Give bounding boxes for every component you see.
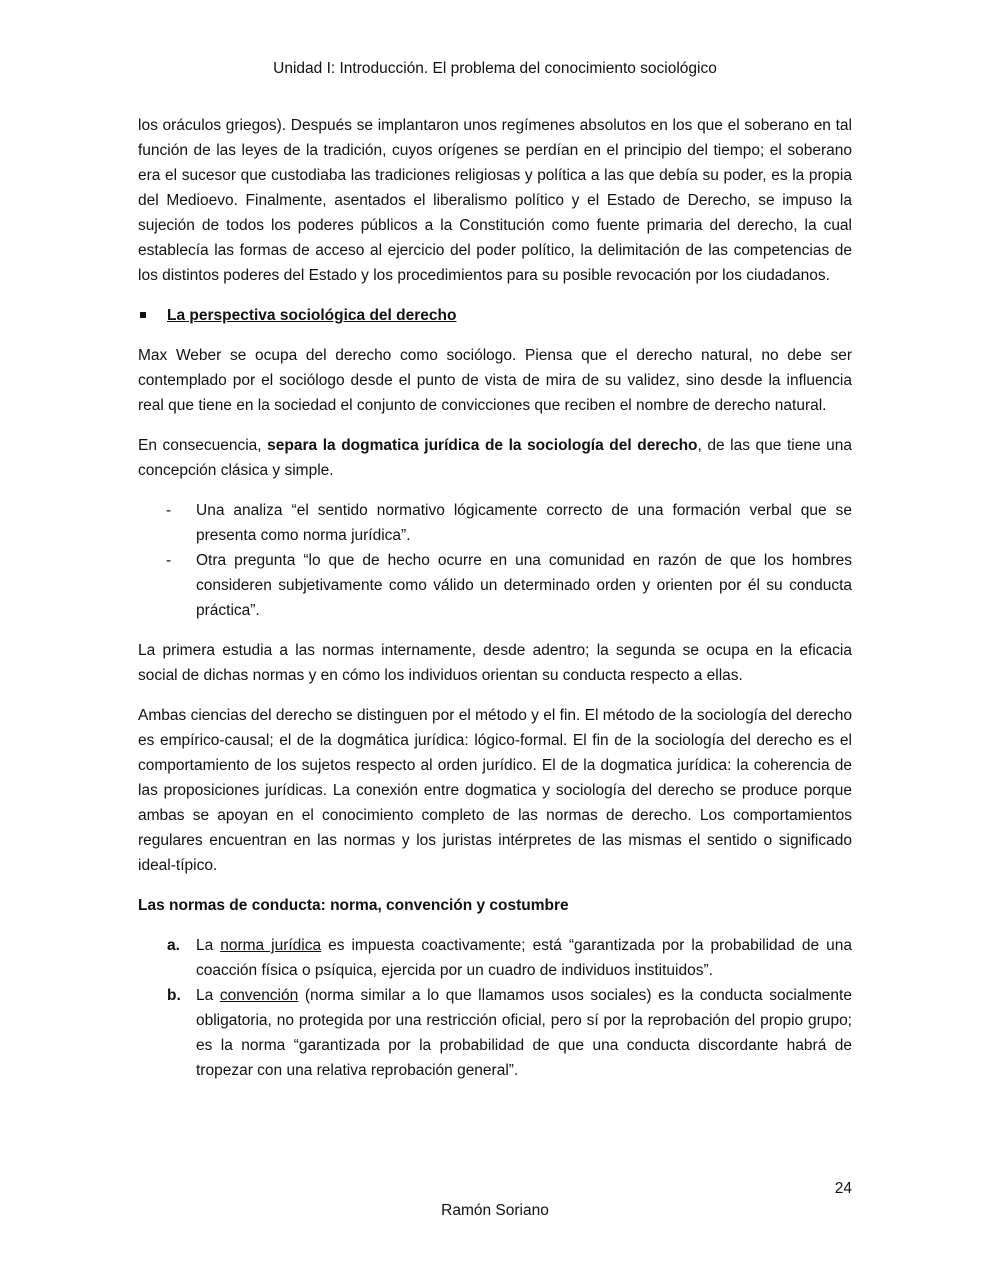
section-heading-perspectiva: [138, 303, 852, 328]
paragraph-5: Ambas ciencias del derecho se distinguen por el método y el fin. El método de la sociología del derecho es empírico-causal; el de la dogmática jurídica: lógico-formal. El fin de la sociología del derecho es el comportamiento de los sujetos respecto al orden jurídico. El de la dogmatica jurídica: la coherencia de las proposiciones jurídicas. La conexión entre dogmatica y sociología del derecho se produce porque ambas se apoyan en el conocimiento completo de las normas de derecho. Los comportamientos regulares encuentran en las normas y los juristas intérpretes de las mismas el sentido o significado ideal-típico.: [138, 707, 852, 874]
alpha-list: [138, 933, 852, 1083]
dash-item-text: Otra pregunta “lo que de hecho ocurre en una comunidad en razón de que los hombres consideren subjetivamente como válido un determinado orden y orienten por él su conducta práctica”.: [196, 552, 852, 619]
alpha-list-item: [138, 933, 852, 983]
alpha-marker: b.: [167, 987, 181, 1004]
paragraph-4: La primera estudia a las normas internamente, desde adentro; la segunda se ocupa en la eficacia social de dichas normas y en cómo los individuos orientan su conducta respecto a ellas.: [138, 642, 852, 684]
dash-marker: -: [166, 502, 172, 519]
page-number: 24: [834, 1180, 852, 1197]
alpha-item-text: (norma similar a lo que llamamos usos sociales) es la conducta socialmente obligatoria, no protegida por una restricción oficial, pero sí por la reprobación del propio grupo; es la norma “garantizada por la probabilidad de que una conducta discordante habrá de tropezar con una relativa reprobación general”.: [196, 987, 852, 1079]
page-header: Unidad I: Introducción. El problema del conocimiento sociológico: [273, 60, 717, 77]
alpha-item-text: es impuesta coactivamente; está “garantizada por la probabilidad de una coacción física o psíquica, ejercida por un cuadro de individuos instituidos”.: [196, 937, 852, 979]
paragraph-3-bold: separa la dogmatica jurídica de la sociología del derecho: [267, 437, 698, 454]
alpha-item-term: norma jurídica: [220, 937, 322, 954]
dash-list-item: [138, 498, 852, 548]
paragraph-1: los oráculos griegos). Después se implantaron unos regímenes absolutos en los que el soberano en tal función de las leyes de la tradición, cuyos orígenes se perdían en el principio del tiempo; el soberano era el sucesor que custodiaba las tradiciones religiosas y política a las que debía su poder, es la propia del Medioevo. Finalmente, asentados el liberalismo político y el Estado de Derecho, se impuso la sujeción de todos los poderes públicos a la Constitución como fuente primaria del derecho, la cual establecía las formas de acceso al ejercicio del poder político, la delimitación de las competencias de los distintos poderes del Estado y los procedimientos para su posible revocación por los ciudadanos.: [138, 117, 852, 284]
page-content: [138, 113, 852, 1083]
section-heading-text: La perspectiva sociológica del derecho: [167, 307, 457, 324]
dash-list: [138, 498, 852, 623]
dash-marker: -: [166, 552, 172, 569]
paragraph-2: Max Weber se ocupa del derecho como sociólogo. Piensa que el derecho natural, no debe ser contemplado por el sociólogo desde el punto de vista de mira de su validez, sino desde la influencia real que tiene en la sociedad el conjunto de convicciones que reciben el nombre de derecho natural.: [138, 347, 852, 414]
alpha-marker: a.: [167, 937, 180, 954]
alpha-item-pre: La: [196, 937, 221, 954]
alpha-item-pre: La: [196, 987, 220, 1004]
paragraph-3-after: , de las que tiene una concepción clásica y simple.: [138, 437, 852, 479]
paragraph-3: [138, 433, 852, 483]
alpha-list-item: [138, 983, 852, 1083]
square-bullet-icon: [140, 312, 146, 318]
section-heading-normas: Las normas de conducta: norma, convención y costumbre: [138, 897, 569, 914]
alpha-item-term: convención: [219, 987, 299, 1004]
paragraph-3-before: En consecuencia,: [138, 437, 268, 454]
page-footer: Ramón Soriano: [441, 1202, 549, 1219]
dash-list-item: [138, 548, 852, 623]
dash-item-text: Una analiza “el sentido normativo lógicamente correcto de una formación verbal que se presenta como norma jurídica”.: [196, 502, 852, 544]
